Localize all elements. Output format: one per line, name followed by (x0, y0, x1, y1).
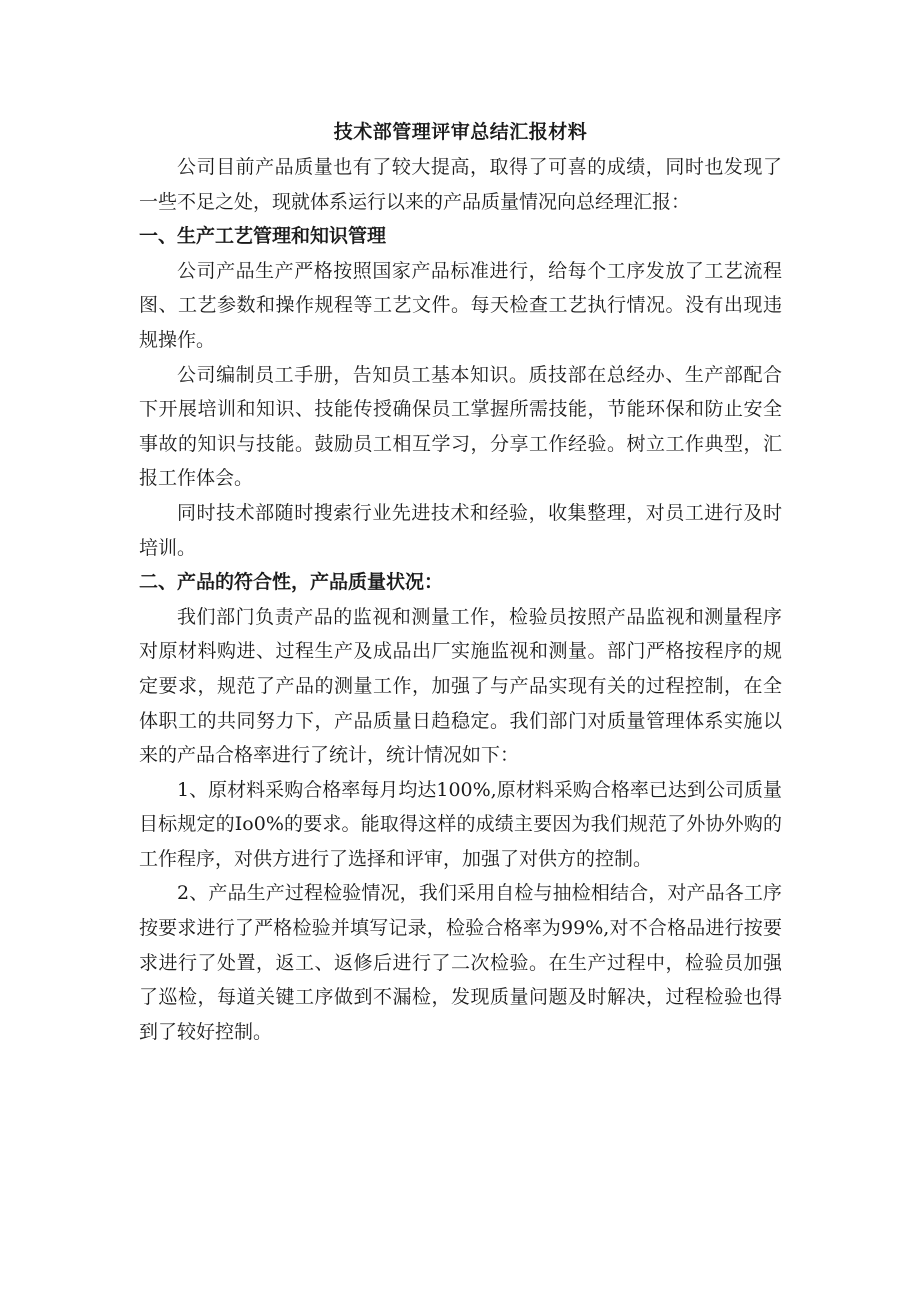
section-2-paragraph-1: 我们部门负责产品的监视和测量工作，检验员按照产品监视和测量程序对原材料购进、过程生产及成品出厂实施监视和测量。部门严格按程序的规定要求，规范了产品的测量工作，加强了与产品实现有关的过程控制，在全体职工的共同努力下，产品质量日趋稳定。我们部门对质量管理体系实施以来的产品合格率进行了统计，统计情况如下： (139, 605, 782, 767)
section-2-paragraph-2: 1、原材料采购合格率每月均达100%,原材料采购合格率已达到公司质量目标规定的Io0%的要求。能取得这样的成绩主要因为我们规范了外协外购的工作程序，对供方进行了选择和评审，加强了对供方的控制。 (139, 778, 782, 870)
section-1-heading: 一、生产工艺管理和知识管理 (139, 225, 387, 248)
document-title: 技术部管理评审总结汇报材料 (333, 121, 588, 143)
section-1-paragraph-1: 公司产品生产严格按照国家产品标准进行，给每个工序发放了工艺流程图、工艺参数和操作规程等工艺文件。每天检查工艺执行情况。没有出现违规操作。 (139, 259, 782, 351)
intro-paragraph: 公司目前产品质量也有了较大提高，取得了可喜的成绩，同时也发现了一些不足之处，现就体系运行以来的产品质量情况向总经理汇报： (139, 156, 782, 213)
section-1-paragraph-2: 公司编制员工手册，告知员工基本知识。质技部在总经办、生产部配合下开展培训和知识、技能传授确保员工掌握所需技能，节能环保和防止安全事故的知识与技能。鼓励员工相互学习，分享工作经验。树立工作典型，汇报工作体会。 (139, 363, 782, 490)
section-2-paragraph-3: 2、产品生产过程检验情况，我们采用自检与抽检相结合，对产品各工序按要求进行了严格检验并填写记录，检验合格率为99%,对不合格品进行按要求进行了处置，返工、返修后进行了二次检验。在生产过程中，检验员加强了巡检，每道关键工序做到不漏检，发现质量问题及时解决，过程检验也得到了较好控制。 (139, 882, 782, 1043)
section-2-heading: 二、产品的符合性，产品质量状况： (139, 571, 444, 594)
section-1-paragraph-3: 同时技术部随时搜索行业先进技术和经验，收集整理，对员工进行及时培训。 (139, 501, 782, 559)
